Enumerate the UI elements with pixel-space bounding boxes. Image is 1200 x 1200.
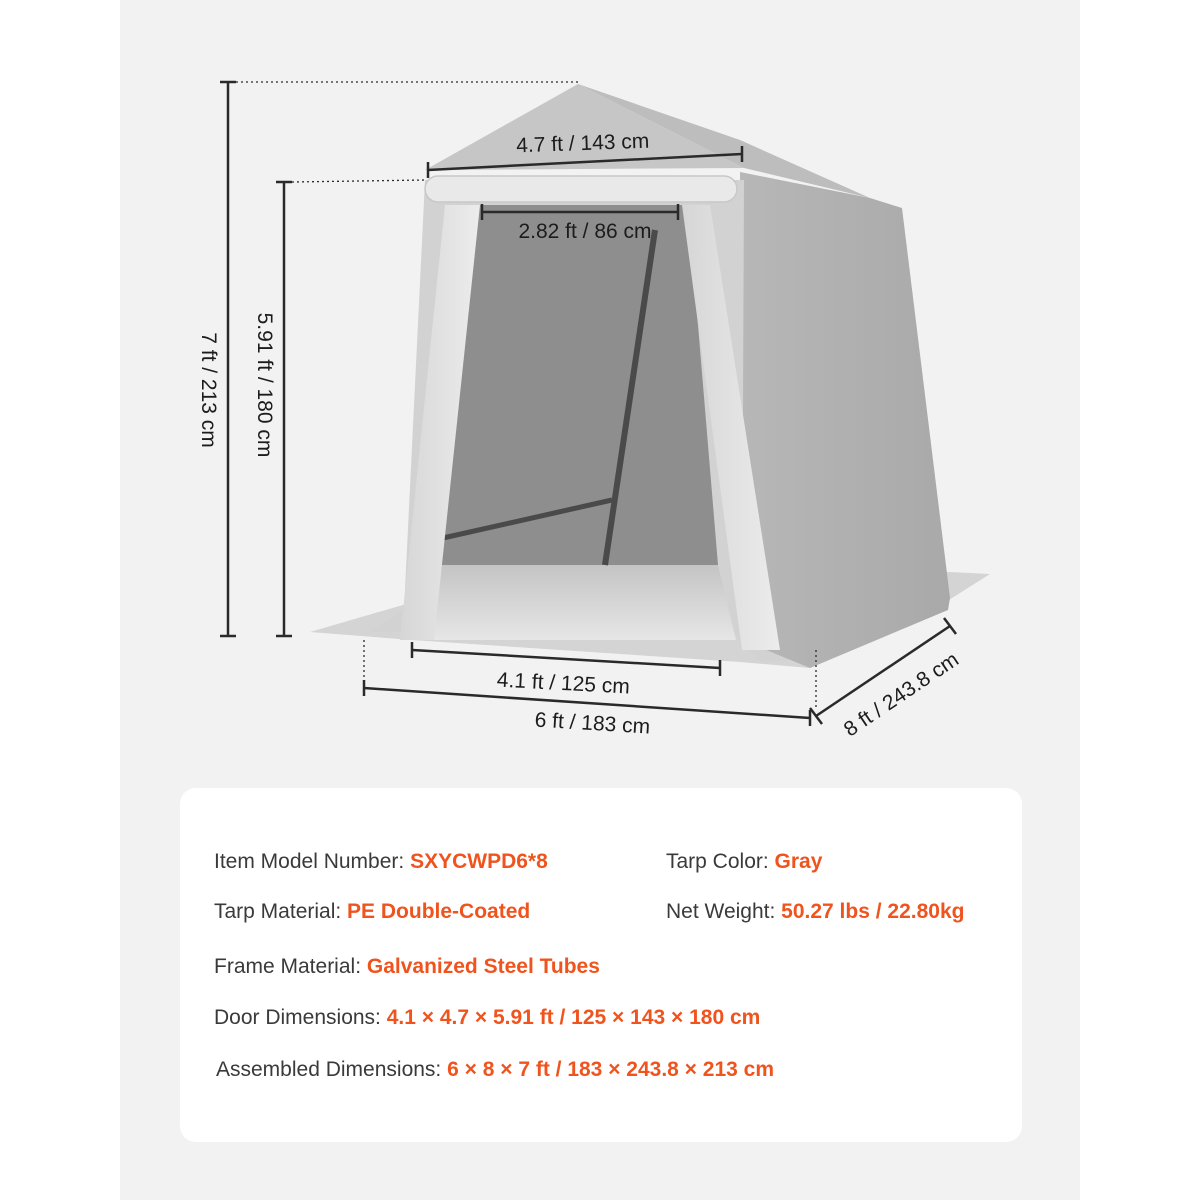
spec-tarp-value: PE Double-Coated: [347, 900, 531, 923]
door-height-label: 5.91 ft / 180 cm: [253, 312, 276, 458]
spec-model: [214, 850, 548, 874]
spec-weight-value: 50.27 lbs / 22.80kg: [781, 900, 965, 923]
width-label: 6 ft / 183 cm: [534, 708, 651, 739]
door-top-width-label: 2.82 ft / 86 cm: [518, 220, 652, 243]
spec-assembled: [216, 1058, 774, 1082]
interior-floor: [430, 565, 736, 640]
spec-frame-value: Galvanized Steel Tubes: [366, 955, 600, 978]
spec-tarp: [214, 900, 530, 924]
spec-door: [214, 1006, 760, 1030]
spec-model-label: Item Model Number:: [214, 850, 411, 873]
roof-width-label: 4.7 ft / 143 cm: [515, 129, 650, 158]
spec-assembled-label: Assembled Dimensions:: [216, 1058, 448, 1081]
rolled-door: [425, 176, 737, 202]
interior-wall: [440, 205, 718, 565]
total-height-label: 7 ft / 213 cm: [197, 332, 220, 448]
side-wall: [740, 172, 950, 668]
spec-assembled-value: 6 × 8 × 7 ft / 183 × 243.8 × 213 cm: [447, 1058, 774, 1081]
spec-color: [666, 850, 822, 874]
spec-door-value: 4.1 × 4.7 × 5.91 ft / 125 × 143 × 180 cm: [386, 1006, 761, 1029]
spec-weight: [666, 900, 964, 924]
spec-model-value: SXYCWPD6*8: [410, 850, 548, 873]
spec-weight-label: Net Weight:: [666, 900, 782, 923]
door-bottom-width-label: 4.1 ft / 125 cm: [496, 668, 631, 699]
spec-frame: [214, 955, 600, 979]
specs-card: [180, 788, 1022, 1142]
spec-frame-label: Frame Material:: [214, 955, 367, 978]
spec-door-label: Door Dimensions:: [214, 1006, 387, 1029]
spec-color-value: Gray: [774, 850, 823, 873]
spec-tarp-label: Tarp Material:: [214, 900, 348, 923]
depth-label: 8 ft / 243.8 cm: [839, 647, 963, 742]
spec-color-label: Tarp Color:: [666, 850, 775, 873]
